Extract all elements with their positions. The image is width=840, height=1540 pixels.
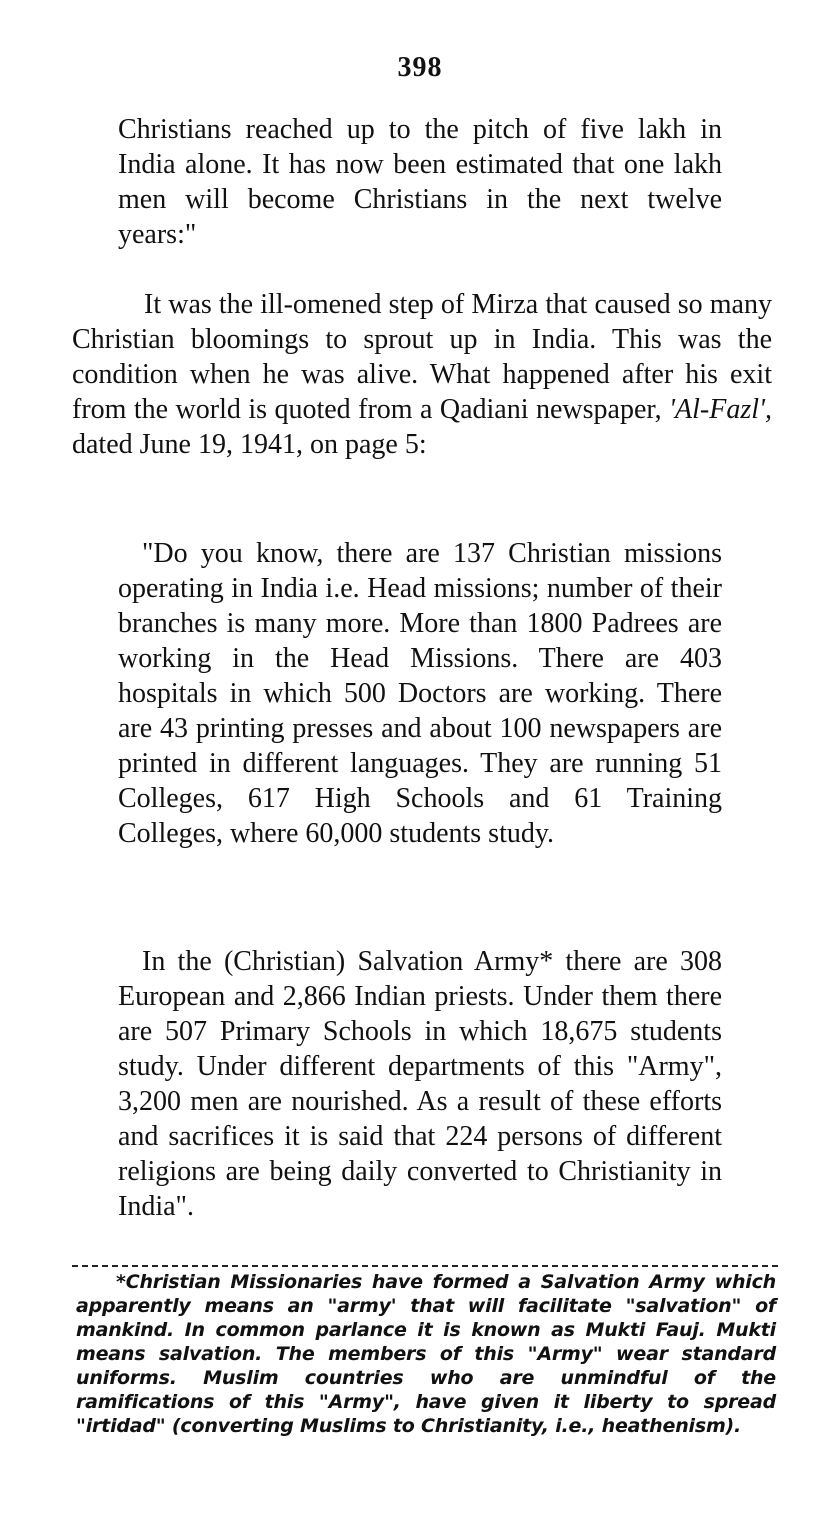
main-paragraph-text: It was the ill-omened step of Mirza that caused so many Christian bloomings to sprout up in India. This was the condition when he was alive. What happened after his exit from the world is quoted from a Qadiani newspaper, — [72, 289, 772, 425]
salvation-army-quote: In the (Christian) Salvation Army* there are 308 European and 2,866 Indian priests. Under them there are 507 Primary Schools in which 18,675 students study. Under different departments of this "Army", 3,200 men are nourished. As a result of these efforts and sacrifices it is said that 224 persons of different religions are being daily converted to Christianity in India". — [118, 946, 722, 1222]
newspaper-title: 'Al-Fazl', — [669, 394, 772, 425]
footnote-divider — [72, 1265, 778, 1267]
page-number: 398 — [397, 52, 443, 83]
quote-continuation-paragraph: Christians reached up to the pitch of five lakh in India alone. It has now been estimated that one lakh men will become Christians in the next twelve years:" — [118, 114, 722, 250]
footnote: *Christian Missionaries have formed a Salvation Army which apparently means an "army' that will facilitate "salvation" of mankind. In common parlance it is known as Mukti Fauj. Mukti means salvation. The members of this "Army" wear standard uniforms. Muslim countries who are unmindful of the ramifications of this "Army", have given it liberty to spread "irtidad" (converting Muslims to Christianity, i.e., heathenism). — [76, 1271, 776, 1437]
main-paragraph — [72, 287, 772, 462]
main-paragraph-date-text: dated June 19, 1941, on page 5: — [72, 429, 427, 460]
mission-statistics-quote: "Do you know, there are 137 Christian missions operating in India i.e. Head missions; number of their branches is many more. More than 1800 Padrees are working in the Head Missions. There are 403 hospitals in which 500 Doctors are working. There are 43 printing presses and about 100 newspapers are printed in different languages. They are running 51 Colleges, 617 High Schools and 61 Training Colleges, where 60,000 students study. — [118, 538, 722, 849]
